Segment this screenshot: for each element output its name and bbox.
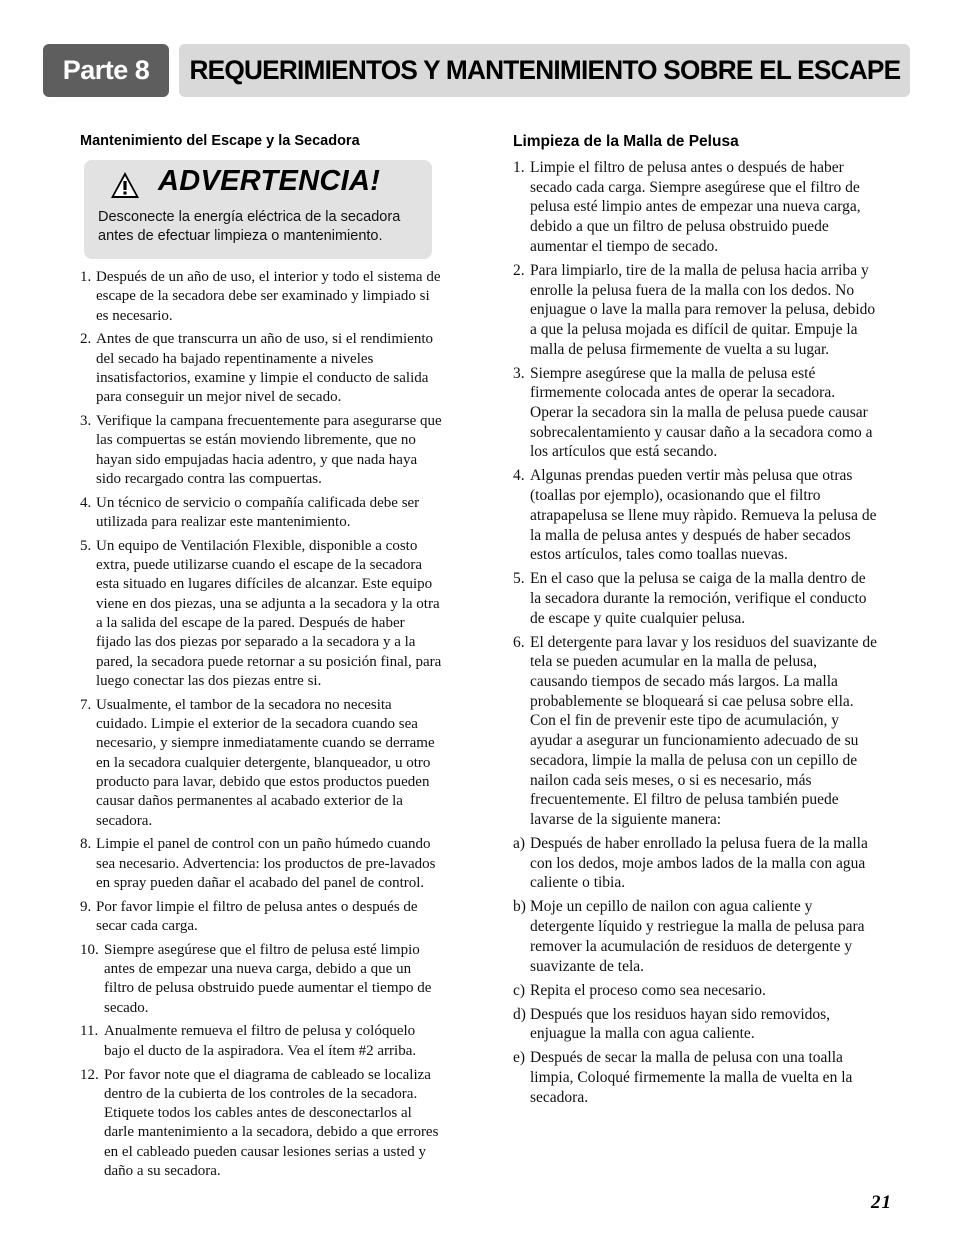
list-item-number: 9.: [80, 898, 92, 915]
list-item: [80, 1066, 442, 1182]
list-item: [80, 537, 442, 691]
list-item: [513, 364, 878, 463]
list-item: [80, 835, 442, 893]
page-number: 21: [871, 1192, 892, 1213]
list-item-text: Anualmente remueva el filtro de pelusa y colóquelo bajo el ducto de la aspiradora. Vea el ítem #2 arriba.: [104, 1023, 417, 1059]
list-item: [513, 261, 878, 360]
list-item-number: 4.: [80, 494, 92, 511]
list-item: [80, 696, 442, 831]
list-item: [513, 633, 878, 830]
list-item: [513, 981, 878, 1001]
list-item-text: Un equipo de Ventilación Flexible, disponible a costo extra, puede utilizarse cuando el escape de la secadora esta situado en lugares difíciles de alcanzar. Este equipo viene en dos piezas, una se adjunta a la secadora y la otra a la salida del escape de la pared. Después de haber fijado las dos piezas por separado a la secadora y a la pared, la secadora puede retornar a su posición final, para luego conectar las dos piezas entre si.: [96, 537, 442, 689]
left-maintenance-list: [80, 268, 442, 1186]
list-item-text: Por favor limpie el filtro de pelusa antes o después de secar cada carga.: [96, 898, 418, 934]
list-item-text: En el caso que la pelusa se caiga de la malla dentro de la secadora durante la remoción, verifique el conducto de escape y quite cualquier pelusa.: [530, 570, 867, 627]
list-item-number: 3.: [513, 364, 525, 382]
warning-title: ADVERTENCIA!: [158, 165, 381, 197]
list-item-text: Siempre asegúrese que la malla de pelusa esté firmemente colocada antes de operar la secadora. Operar la secadora sin la malla de pelusa puede causar sobrecalentamiento y causar daño a la secadora como a los artículos que está secando.: [530, 364, 873, 461]
list-item-number: e): [513, 1049, 526, 1067]
list-item-number: 11.: [80, 1023, 99, 1040]
warning-box: [84, 160, 432, 259]
list-item: [80, 898, 442, 937]
list-item-number: 8.: [80, 836, 92, 853]
list-item-number: 5.: [80, 537, 92, 554]
list-item: [513, 1048, 878, 1107]
page-title-text: REQUERIMIENTOS Y MANTENIMIENTO SOBRE EL ESCAPE: [189, 55, 901, 85]
list-item: [513, 1005, 878, 1044]
list-item-text: Usualmente, el tambor de la secadora no necesita cuidado. Limpie el exterior de la secadora cuando sea necesario, y siempre inmediatamente cuando se derrame en la secadora cualquier detergente, blanqueador, u otro producto para lavar, debido que estos productos pueden causar daños permanentes al acabado exterior de la secadora.: [96, 696, 435, 829]
list-item-text: Para limpiarlo, tire de la malla de pelusa hacia arriba y enrolle la pelusa fuera de la malla con los dedos. No enjuague o lave la malla para remover la pelusa, debido a que la pelusa mojada es difícil de quitar. Empuje la malla de pelusa firmemente de vuelta a su lugar.: [530, 261, 876, 358]
list-item-number: 6.: [513, 633, 525, 651]
page-title: [179, 44, 910, 97]
list-item: [80, 412, 442, 489]
list-item-text: Después de secar la malla de pelusa con una toalla limpia, Coloqué firmemente la malla de vuelta en la secadora.: [530, 1049, 853, 1106]
list-item: [513, 158, 878, 257]
list-item-text: Un técnico de servicio o compañía calificada debe ser utilizada para realizar este mantenimiento.: [96, 494, 420, 531]
list-item-text: Algunas prendas pueden vertir màs pelusa que otras (toallas por ejemplo), ocasionando que el filtro atrapapelusa se llene muy ràpido. Remueva la pelusa de la malla de pelusa antes y después de haber secados estos artículos, tales como toallas nuevas.: [530, 467, 877, 564]
list-item: [513, 897, 878, 976]
list-item-text: Repita el proceso como sea necesario.: [530, 981, 766, 999]
list-item-number: 1.: [80, 269, 92, 285]
list-item-number: 7.: [80, 696, 92, 713]
list-item-text: Por favor note que el diagrama de cableado se localiza dentro de la cubierta de los controles de la secadora. Etiquete todos los cables antes de desconectarlos al darle mantenimiento a la secadora, debido a que errores en el cableado pueden causar lesiones serias a usted y daño a su secadora.: [104, 1066, 439, 1180]
list-item: [80, 1022, 442, 1061]
left-section-heading: Mantenimiento del Escape y la Secadora: [80, 133, 360, 149]
list-item-number: b): [513, 898, 526, 916]
list-item: [513, 834, 878, 893]
list-item: [80, 330, 442, 407]
list-item-text: Siempre asegúrese que el filtro de pelusa esté limpio antes de empezar una nueva carga, debido a que un filtro de pelusa obstruido puede aumentar el tiempo de secado.: [104, 941, 432, 1016]
part-label: Parte 8: [43, 44, 169, 97]
list-item-number: 2.: [513, 261, 525, 279]
list-item-text: Después que los residuos hayan sido removidos, enjuague la malla con agua caliente.: [530, 1005, 831, 1043]
list-item: [80, 941, 442, 1018]
right-section-heading: Limpieza de la Malla de Pelusa: [513, 133, 739, 150]
list-item-text: Después de haber enrollado la pelusa fuera de la malla con los dedos, moje ambos lados de la malla con agua caliente o tibia.: [530, 834, 868, 892]
list-item-text: Limpie el panel de control con un paño húmedo cuando sea necesario. Advertencia: los productos de pre-lavados en spray pueden dañar el acabado del panel de control.: [96, 836, 436, 891]
list-item-text: Moje un cepillo de nailon con agua caliente y detergente líquido y restriegue la malla de pelusa para remover la acumulación de residuos de detergente y suavizante de tela.: [530, 898, 865, 975]
list-item: [513, 569, 878, 628]
list-item: [513, 466, 878, 565]
list-item-number: a): [513, 834, 526, 852]
list-item-number: c): [513, 981, 526, 999]
list-item-number: 1.: [513, 159, 525, 176]
warning-triangle-icon: [110, 171, 140, 199]
list-item-text: Después de un año de uso, el interior y todo el sistema de escape de la secadora debe ser examinado y limpiado si es necesario.: [96, 269, 441, 324]
right-lint-screen-list: [513, 158, 878, 1112]
list-item-number: 10.: [80, 941, 99, 958]
list-item: [80, 494, 442, 533]
list-item-number: d): [513, 1005, 526, 1023]
list-item-number: 5.: [513, 570, 525, 588]
list-item-text: Antes de que transcurra un año de uso, si el rendimiento del secado ha bajado repentinamente a niveles insatisfactorios, examine y limpie el conducto de salida para conseguir un mejor nivel de secado.: [96, 331, 433, 406]
list-item: [80, 268, 442, 326]
list-item-text: El detergente para lavar y los residuos del suavizante de tela se pueden acumular en la malla de pelusa, causando tiempos de secado más largos. La malla probablemente se bloqueará si cae pelusa sobre ella. Con el fin de prevenir este tipo de acumulación, y ayudar a asegurar un funcionamiento adecuado de su secadora, limpie la malla de pelusa con un cepillo de nailon cada seis meses, o si es necesario, más frecuentemente. El filtro de pelusa también puede lavarse de la siguiente manera:: [530, 633, 878, 828]
list-item-text: Verifique la campana frecuentemente para asegurarse que las compuertas se están moviendo libremente, que no hayan sido empujadas hacia adentro, y que nada haya sido recargado contra las compuertas.: [96, 413, 442, 487]
warning-text: Desconecte la energía eléctrica de la secadora antes de efectuar limpieza o mantenimiento.: [98, 209, 401, 244]
list-item-number: 4.: [513, 467, 525, 485]
list-item-text: Limpie el filtro de pelusa antes o después de haber secado cada carga. Siempre asegúrese que el filtro de pelusa esté limpio antes de empezar una nueva carga, debido a que un filtro de pelusa obstruido puede aumentar el tiempo de secado.: [530, 159, 861, 255]
list-item-number: 3.: [80, 413, 92, 430]
list-item-number: 2.: [80, 331, 92, 348]
list-item-number: 12.: [80, 1066, 99, 1083]
